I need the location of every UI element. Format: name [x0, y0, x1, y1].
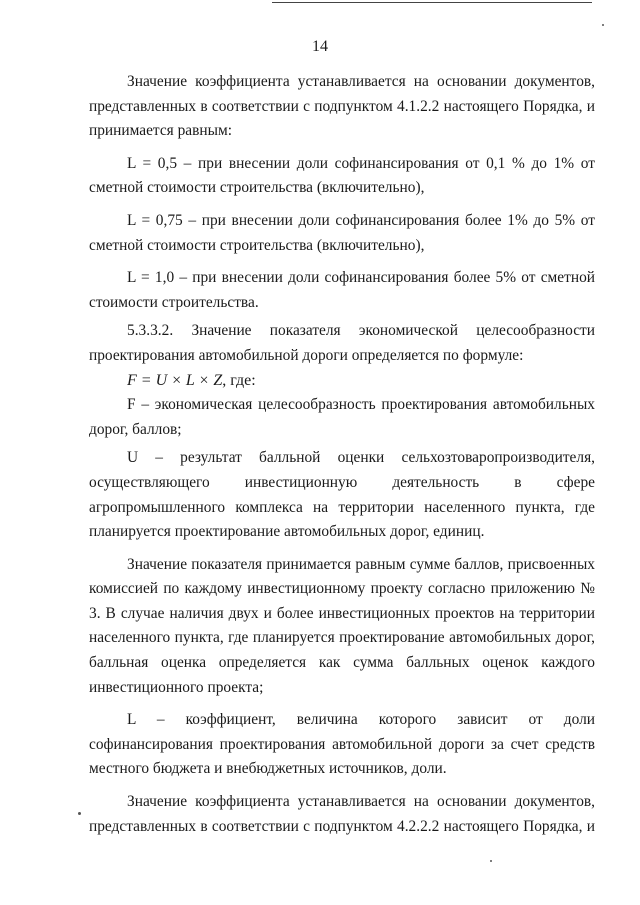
paragraph-coefficient-basis: Значение коэффициента устанавливается на основании документов, представленных в соответствии с подпунктом 4.1.2.2 настоящего Порядка, и принимается равным: — [89, 73, 595, 140]
top-rule — [272, 2, 592, 3]
page-number: 14 — [312, 38, 328, 55]
paragraph-definition-l: L – коэффициент, величина которого зависит от доли софинансирования проектирования автомобильной дороги за счет средств местного бюджета и внебюджетных источников, доли. — [89, 711, 595, 778]
paragraph-coefficient-basis-2: Значение коэффициента устанавливается на основании документов, представленных в соответствии с подпунктом 4.2.2.2 настоящего Порядка, и — [89, 793, 595, 835]
scan-speck — [602, 24, 604, 26]
paragraph-section-5-3-3-2: 5.3.3.2. Значение показателя экономической целесообразности проектирования автомобильной дороги определяется по формуле: — [89, 322, 595, 364]
scan-speck — [78, 812, 81, 815]
paragraph-definition-u: U – результат балльной оценки сельхозтоваропроизводителя, осуществляющего инвестиционную деятельность в сфере агропромышленного комплекса на территории населенного пункта, где планируется проектирование автомобильных дорог, единиц. — [89, 449, 595, 541]
formula-expression: F = U × L × Z — [127, 371, 223, 389]
paragraph-definition-f: F – экономическая целесообразность проектирования автомобильных дорог, баллов; — [89, 396, 595, 438]
formula — [89, 369, 595, 394]
scan-speck — [490, 860, 492, 862]
paragraph-score-value: Значение показателя принимается равным сумме баллов, присвоенных комиссией по каждому инвестиционному проекту согласно приложению № 3. В случае наличия двух и более инвестиционных проектов на территории населенного пункта, где планируется проектирование автомобильных дорог, балльная оценка определяется как сумма балльных оценок каждого инвестиционного проекта; — [89, 555, 595, 696]
formula-suffix: , где: — [222, 371, 256, 389]
paragraph-l-0-75: L = 0,75 – при внесении доли софинансирования более 1% до 5% от сметной стоимости строительства (включительно), — [89, 211, 595, 254]
paragraph-l-0-5: L = 0,5 – при внесении доли софинансирования от 0,1 % до 1% от сметной стоимости строительства (включительно), — [89, 154, 595, 197]
document-body — [89, 70, 595, 839]
paragraph-l-1-0: L = 1,0 – при внесении доли софинансирования более 5% от сметной стоимости строительства. — [89, 269, 595, 311]
